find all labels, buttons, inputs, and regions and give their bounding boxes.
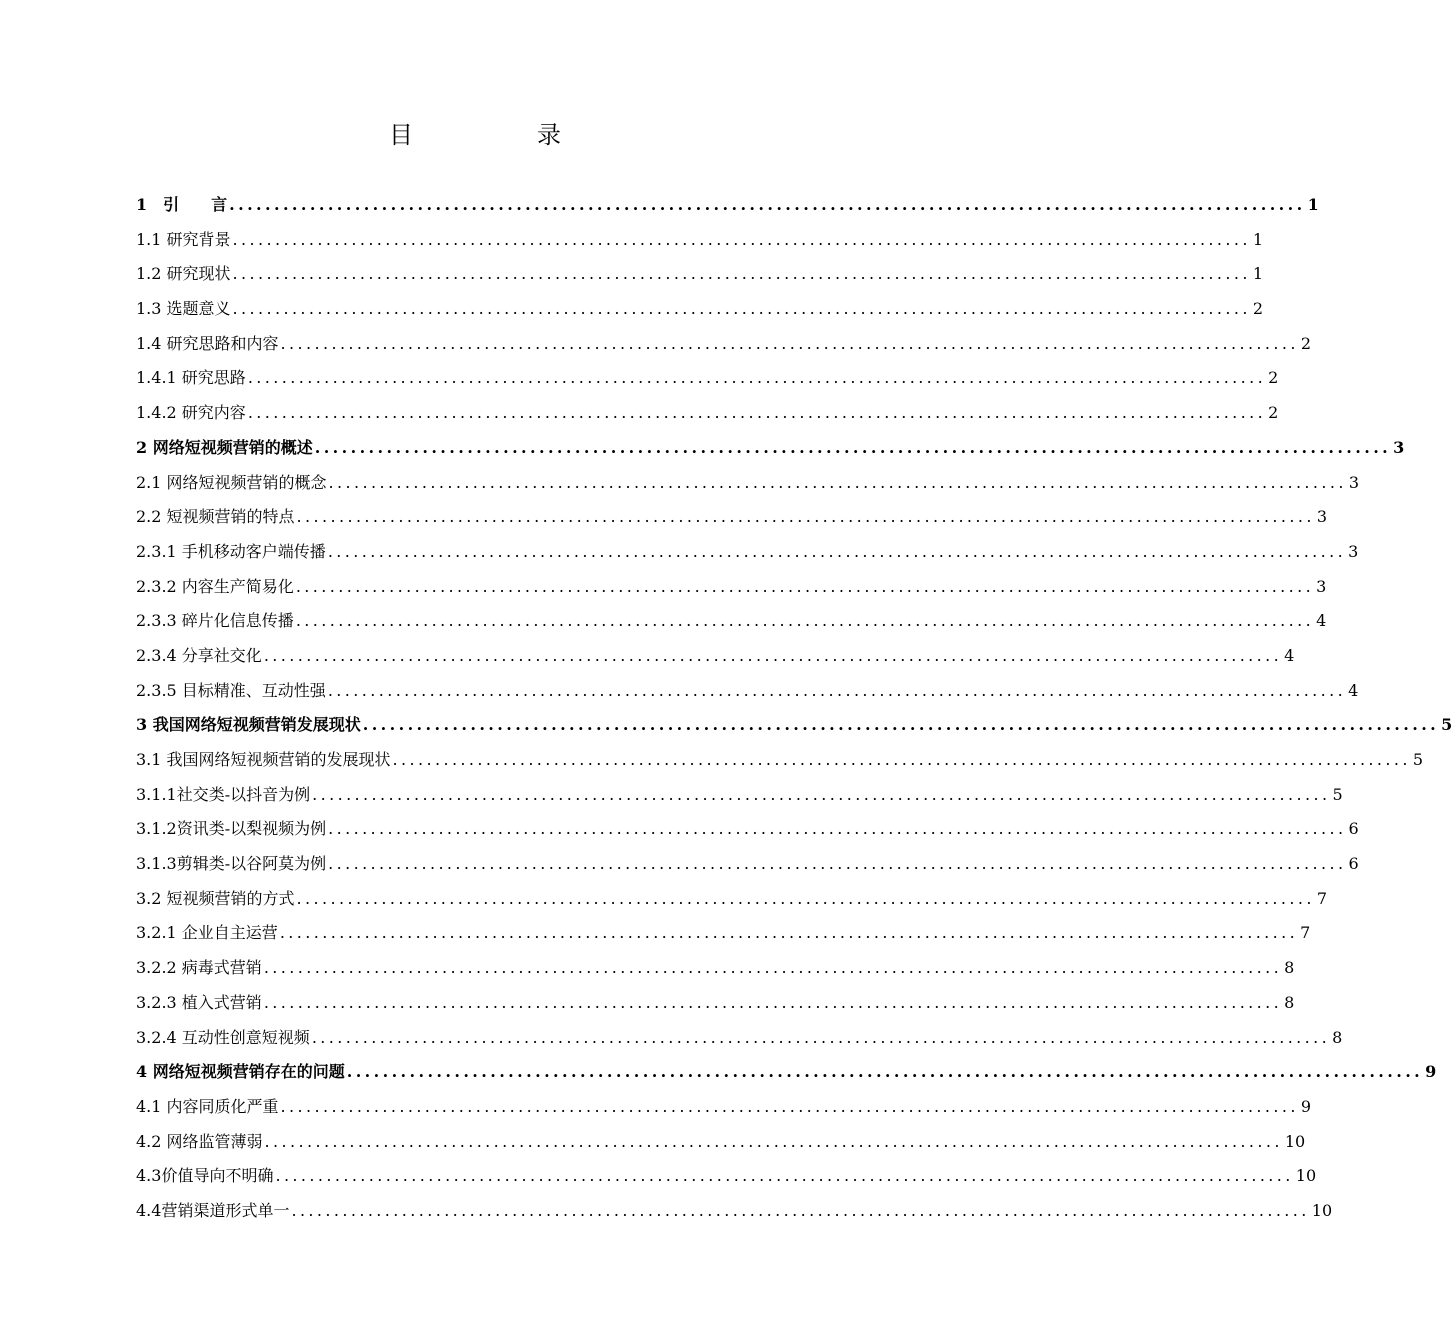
toc-entry-label: 4.2 网络监管薄弱 bbox=[136, 1131, 263, 1151]
toc-entry[interactable] bbox=[136, 500, 1328, 535]
toc-entry[interactable] bbox=[136, 1159, 1317, 1194]
toc-entry-page-number: 10 bbox=[1284, 1131, 1306, 1151]
toc-dot-leader: ........................................................................................................................ bbox=[264, 1131, 1283, 1151]
toc-entry[interactable] bbox=[136, 1055, 1437, 1090]
toc-list bbox=[136, 188, 1452, 1229]
toc-entry-label: 4 网络短视频营销存在的问题 bbox=[136, 1062, 345, 1082]
toc-entry-page-number: 2 bbox=[1300, 333, 1312, 353]
toc-entry[interactable] bbox=[136, 1021, 1343, 1056]
toc-entry-label: 2.2 短视频营销的特点 bbox=[136, 507, 295, 527]
toc-dot-leader: ........................................................................................................................ bbox=[232, 264, 1251, 284]
toc-entry[interactable] bbox=[136, 1090, 1312, 1125]
toc-entry-page-number: 1 bbox=[1252, 264, 1264, 284]
toc-entry-page-number: 5 bbox=[1412, 750, 1424, 769]
toc-entry-page-number: 1 bbox=[1252, 229, 1264, 249]
toc-entry-label: 2.3.5 目标精准、互动性强 bbox=[136, 680, 326, 700]
toc-entry[interactable] bbox=[136, 778, 1343, 813]
toc-entry-page-number: 3 bbox=[1348, 472, 1360, 492]
toc-entry-label: 3.2.4 互动性创意短视频 bbox=[136, 1027, 310, 1047]
toc-entry-label: 2 网络短视频营销的概述 bbox=[136, 437, 313, 457]
toc-dot-leader: ........................................................................................................................ bbox=[296, 507, 1315, 527]
toc-entry-label: 1.4.1 研究思路 bbox=[136, 368, 246, 388]
toc-dot-leader: ........................................................................................................................ bbox=[296, 888, 1315, 908]
toc-entry[interactable] bbox=[136, 951, 1295, 986]
toc-entry-page-number: 10 bbox=[1311, 1200, 1333, 1220]
toc-entry-label: 2.3.3 碎片化信息传播 bbox=[136, 611, 294, 631]
toc-entry-label: 1.4.2 研究内容 bbox=[136, 403, 246, 423]
toc-entry-label: 4.4营销渠道形式单一 bbox=[136, 1200, 290, 1220]
toc-entry-label: 3.1.2资讯类-以梨视频为例 bbox=[136, 819, 327, 839]
toc-entry-label: 3.2.2 病毒式营销 bbox=[136, 958, 262, 978]
toc-dot-leader: ........................................................................................................................ bbox=[275, 1166, 1294, 1186]
toc-dot-leader: ........................................................................................................................ bbox=[280, 1096, 1299, 1116]
toc-dot-leader: ........................................................................................................................ bbox=[229, 195, 1306, 214]
toc-entry-label: 1.1 研究背景 bbox=[136, 229, 231, 249]
toc-dot-leader: ........................................................................................................................ bbox=[263, 992, 1283, 1012]
toc-entry[interactable] bbox=[136, 223, 1264, 258]
toc-entry-page-number: 3 bbox=[1316, 576, 1327, 596]
toc-entry[interactable] bbox=[136, 327, 1312, 362]
toc-entry[interactable] bbox=[136, 396, 1279, 431]
toc-entry-label: 2.3.2 内容生产简易化 bbox=[136, 576, 294, 596]
toc-dot-leader: ........................................................................................................................ bbox=[291, 1200, 1310, 1220]
toc-entry-label: 3.2.1 企业自主运营 bbox=[136, 923, 278, 943]
toc-entry[interactable] bbox=[136, 708, 1452, 743]
toc-dot-leader: ........................................................................................................................ bbox=[263, 645, 1283, 665]
toc-entry[interactable] bbox=[136, 257, 1264, 292]
toc-dot-leader: ........................................................................................................................ bbox=[327, 680, 1347, 700]
toc-entry-label: 2.3.1 手机移动客户端传播 bbox=[136, 541, 326, 561]
toc-dot-leader: ........................................................................................................................ bbox=[328, 819, 1347, 839]
toc-entry-label: 2.3.4 分享社交化 bbox=[136, 645, 262, 665]
toc-entry[interactable] bbox=[136, 188, 1319, 223]
toc-entry-page-number: 2 bbox=[1268, 368, 1279, 388]
toc-dot-leader: ........................................................................................................................ bbox=[247, 403, 1267, 423]
toc-entry-label: 3.1 我国网络短视频营销的发展现状 bbox=[136, 750, 391, 769]
toc-entry[interactable] bbox=[136, 674, 1359, 709]
toc-entry-page-number: 1 bbox=[1307, 195, 1319, 214]
toc-entry-label: 3.2 短视频营销的方式 bbox=[136, 888, 295, 908]
toc-entry-page-number: 5 bbox=[1332, 784, 1343, 804]
toc-title: 目 录 bbox=[389, 121, 611, 149]
toc-entry-page-number: 7 bbox=[1316, 888, 1328, 908]
toc-entry[interactable] bbox=[136, 361, 1279, 396]
toc-entry-page-number: 4 bbox=[1284, 645, 1295, 665]
toc-entry-page-number: 7 bbox=[1300, 923, 1311, 943]
toc-entry[interactable] bbox=[136, 916, 1311, 951]
toc-entry-page-number: 6 bbox=[1348, 854, 1359, 874]
toc-entry-page-number: 5 bbox=[1441, 715, 1452, 735]
toc-entry[interactable] bbox=[136, 604, 1327, 639]
toc-dot-leader: ........................................................................................................................ bbox=[232, 229, 1251, 249]
toc-entry-page-number: 2 bbox=[1252, 299, 1264, 319]
toc-entry[interactable] bbox=[136, 1125, 1306, 1160]
toc-dot-leader: ........................................................................................................................ bbox=[392, 750, 1411, 769]
toc-dot-leader: ........................................................................................................................ bbox=[328, 472, 1347, 492]
toc-entry-page-number: 9 bbox=[1425, 1062, 1437, 1082]
toc-entry[interactable] bbox=[136, 466, 1360, 501]
toc-dot-leader: ........................................................................................................................ bbox=[311, 1027, 1331, 1047]
toc-entry-label: 1 引 言 bbox=[136, 195, 228, 214]
toc-entry[interactable] bbox=[136, 292, 1264, 327]
toc-entry-label: 1.3 选题意义 bbox=[136, 299, 231, 319]
toc-dot-leader: ........................................................................................................................ bbox=[312, 784, 1331, 804]
toc-dot-leader: ........................................................................................................................ bbox=[327, 541, 1347, 561]
toc-entry-label: 4.1 内容同质化严重 bbox=[136, 1096, 279, 1116]
toc-entry[interactable] bbox=[136, 812, 1359, 847]
toc-entry-page-number: 9 bbox=[1300, 1096, 1312, 1116]
toc-dot-leader: ........................................................................................................................ bbox=[346, 1062, 1424, 1082]
toc-entry-page-number: 6 bbox=[1348, 819, 1359, 839]
toc-dot-leader: ........................................................................................................................ bbox=[232, 299, 1251, 319]
toc-entry-page-number: 8 bbox=[1284, 958, 1295, 978]
toc-entry-label: 4.3价值导向不明确 bbox=[136, 1166, 274, 1186]
toc-entry[interactable] bbox=[136, 743, 1424, 778]
toc-entry-label: 1.2 研究现状 bbox=[136, 264, 231, 284]
toc-entry-page-number: 2 bbox=[1268, 403, 1279, 423]
toc-entry[interactable] bbox=[136, 570, 1327, 605]
toc-dot-leader: ........................................................................................................................ bbox=[314, 437, 1392, 457]
toc-entry[interactable] bbox=[136, 882, 1328, 917]
toc-dot-leader: ........................................................................................................................ bbox=[247, 368, 1267, 388]
toc-entry[interactable] bbox=[136, 1194, 1333, 1229]
toc-entry-label: 3.1.3剪辑类-以谷阿莫为例 bbox=[136, 854, 327, 874]
toc-entry[interactable] bbox=[136, 639, 1295, 674]
toc-entry-page-number: 4 bbox=[1316, 611, 1327, 631]
toc-entry[interactable] bbox=[136, 847, 1359, 882]
toc-entry-page-number: 8 bbox=[1284, 992, 1295, 1012]
toc-entry-page-number: 3 bbox=[1393, 437, 1405, 457]
toc-dot-leader: ........................................................................................................................ bbox=[263, 958, 1283, 978]
toc-entry[interactable] bbox=[136, 431, 1405, 466]
toc-entry-page-number: 10 bbox=[1295, 1166, 1317, 1186]
toc-dot-leader: ........................................................................................................................ bbox=[362, 715, 1440, 735]
toc-dot-leader: ........................................................................................................................ bbox=[279, 923, 1299, 943]
toc-entry-page-number: 4 bbox=[1348, 680, 1359, 700]
toc-entry[interactable] bbox=[136, 535, 1359, 570]
toc-entry-label: 3.2.3 植入式营销 bbox=[136, 992, 262, 1012]
toc-entry-page-number: 3 bbox=[1348, 541, 1359, 561]
toc-entry-page-number: 3 bbox=[1316, 507, 1328, 527]
toc-entry[interactable] bbox=[136, 986, 1295, 1021]
toc-dot-leader: ........................................................................................................................ bbox=[295, 576, 1315, 596]
toc-dot-leader: ........................................................................................................................ bbox=[295, 611, 1315, 631]
toc-entry-label: 2.1 网络短视频营销的概念 bbox=[136, 472, 327, 492]
toc-entry-label: 3.1.1社交类-以抖音为例 bbox=[136, 784, 311, 804]
toc-dot-leader: ........................................................................................................................ bbox=[328, 854, 1347, 874]
toc-entry-label: 3 我国网络短视频营销发展现状 bbox=[136, 715, 361, 735]
toc-entry-page-number: 8 bbox=[1332, 1027, 1343, 1047]
toc-entry-label: 1.4 研究思路和内容 bbox=[136, 333, 279, 353]
toc-dot-leader: ........................................................................................................................ bbox=[280, 333, 1299, 353]
